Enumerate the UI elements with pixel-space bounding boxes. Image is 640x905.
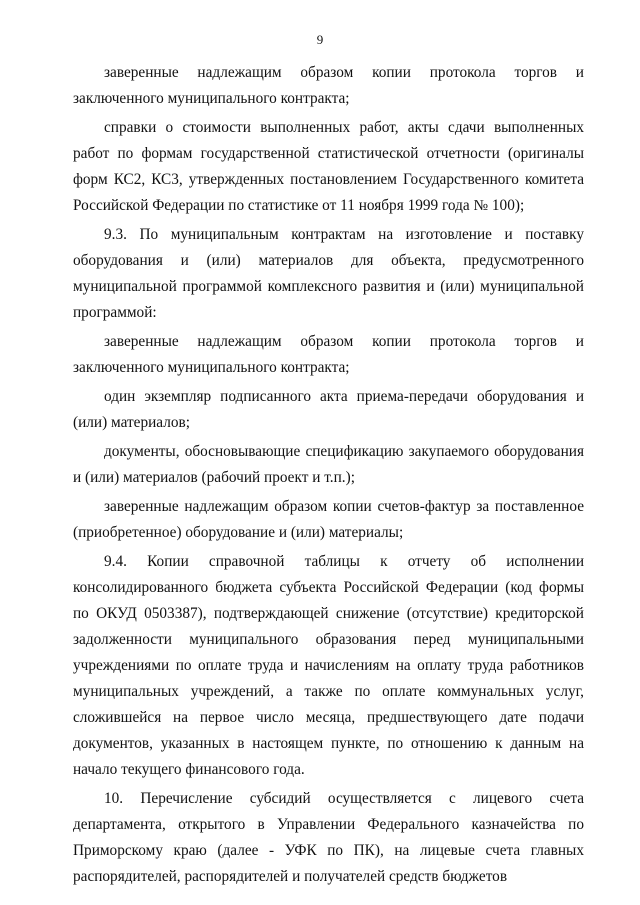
paragraph-specification-documents: документы, обосновывающие спецификацию закупаемого оборудования и (или) материалов (рабочий проект и т.п.); xyxy=(73,443,584,486)
document-body xyxy=(73,60,584,890)
paragraph-work-cost-certificates: справки о стоимости выполненных работ, акты сдачи выполненных работ по формам государственной статистической отчетности (оригиналы форм КС2, КС3, утвержденных постановлением Государственного комитета Российской Федерации по статистике от 11 ноября 1999 года № 100); xyxy=(73,119,584,214)
paragraph-certified-copies-1: заверенные надлежащим образом копии протокола торгов и заключенного муниципального контракта; xyxy=(73,64,584,107)
page-number: 9 xyxy=(316,32,324,47)
paragraph-invoice-copies: заверенные надлежащим образом копии счетов-фактур за поставленное (приобретенное) оборудование и (или) материалы; xyxy=(73,498,584,541)
paragraph-certified-copies-2: заверенные надлежащим образом копии протокола торгов и заключенного муниципального контракта; xyxy=(73,333,584,376)
paragraph-9-4: 9.4. Копии справочной таблицы к отчету об исполнении консолидированного бюджета субъекта Российской Федерации (код формы по ОКУД 0503387), подтверждающей снижение (отсутствие) кредиторской задолженности муниципального образования перед муниципальными учреждениями по оплате труда и начислениям на оплату труда работников муниципальных учреждений, а также по оплате коммунальных услуг, сложившейся на первое число месяца, предшествующего дате подачи документов, указанных в настоящем пункте, по отношению к данным на начало текущего финансового года. xyxy=(73,553,584,778)
paragraph-9-3: 9.3. По муниципальным контрактам на изготовление и поставку оборудования и (или) материалов для объекта, предусмотренного муниципальной программой комплексного развития и (или) муниципальной программой: xyxy=(73,226,584,321)
paragraph-10: 10. Перечисление субсидий осуществляется с лицевого счета департамента, открытого в Управлении Федерального казначейства по Приморскому краю (далее - УФК по ПК), на лицевые счета главных распорядителей, распорядителей и получателей средств бюджетов xyxy=(73,790,584,885)
paragraph-transfer-act: один экземпляр подписанного акта приема-передачи оборудования и (или) материалов; xyxy=(73,388,584,431)
